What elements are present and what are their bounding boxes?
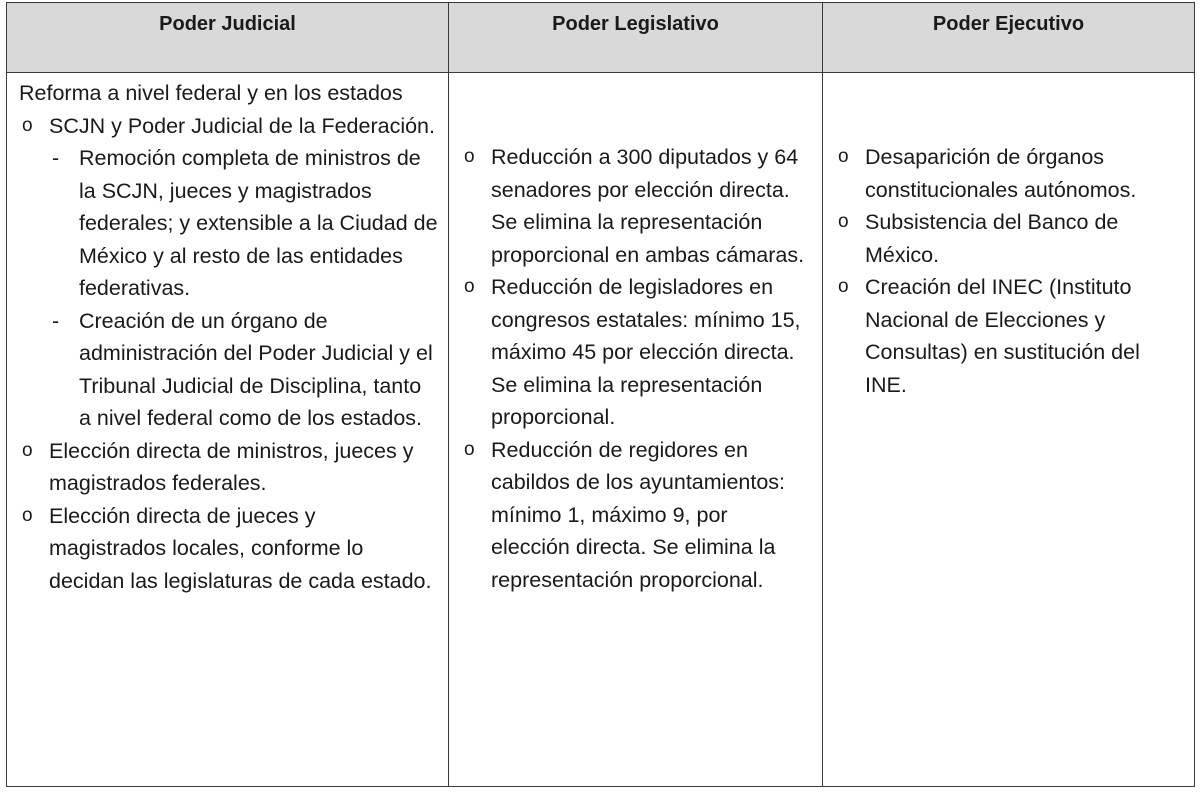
ejecutivo-item-inec: o Creación del INEC (Instituto Nacional de Elecciones y Consultas) en sustitución del INE.: [835, 271, 1184, 401]
judicial-intro: Reforma a nivel federal y en los estados: [19, 81, 403, 105]
content-row: [7, 73, 1195, 787]
legislativo-item-congresos: o Reducción de legisladores en congresos estatales: mínimo 15, máximo 45 por elección directa. Se elimina la representación proporcional.: [461, 271, 812, 434]
ejecutivo-item-autonomos: o Desaparición de órganos constitucionales autónomos.: [835, 141, 1184, 206]
judicial-item-scjn-text: SCJN y Poder Judicial de la Federación.: [49, 113, 435, 138]
header-judicial: Poder Judicial: [7, 3, 449, 73]
header-row: [7, 3, 1195, 73]
legislativo-item-regidores: o Reducción de regidores en cabildos de los ayuntamientos: mínimo 1, máximo 9, por elección directa. Se elimina la representación proporcional.: [461, 434, 812, 597]
ejecutivo-item-banxico: o Subsistencia del Banco de México.: [835, 206, 1184, 271]
ejecutivo-cell: [823, 73, 1195, 787]
judicial-cell: [7, 73, 449, 787]
judicial-list: [19, 110, 438, 598]
judicial-sublist: [49, 142, 438, 435]
ejecutivo-list: [835, 141, 1184, 401]
judicial-item-eleccion-federal: o Elección directa de ministros, jueces y magistrados federales.: [19, 435, 438, 500]
reform-table: [6, 2, 1195, 787]
judicial-item-eleccion-local: o Elección directa de jueces y magistrados locales, conforme lo decidan las legislaturas de cada estado.: [19, 500, 438, 598]
header-ejecutivo: Poder Ejecutivo: [823, 3, 1195, 73]
judicial-sub-remocion: - Remoción completa de ministros de la SCJN, jueces y magistrados federales; y extensible a la Ciudad de México y al resto de las entidades federativas.: [49, 142, 438, 305]
legislativo-item-diputados: o Reducción a 300 diputados y 64 senadores por elección directa. Se elimina la representación proporcional en ambas cámaras.: [461, 141, 812, 271]
header-legislativo: Poder Legislativo: [449, 3, 823, 73]
legislativo-list: [461, 141, 812, 596]
judicial-sub-creacion: - Creación de un órgano de administración del Poder Judicial y el Tribunal Judicial de Disciplina, tanto a nivel federal como de los estados.: [49, 305, 438, 435]
legislativo-cell: [449, 73, 823, 787]
judicial-item-scjn: [19, 110, 438, 435]
